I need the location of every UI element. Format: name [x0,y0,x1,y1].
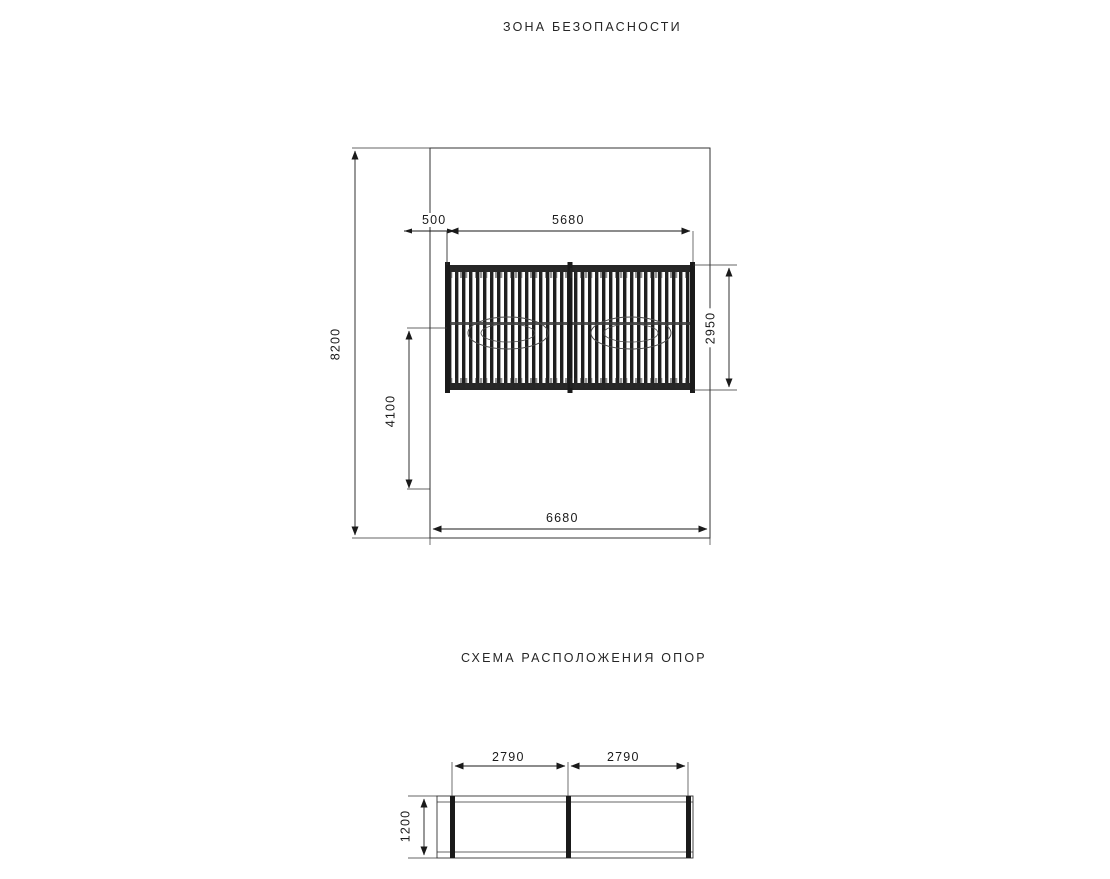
dim-span-right: 2790 [604,750,643,764]
dim-equipment-width: 5680 [549,213,588,227]
title-supports-layout: СХЕМА РАСПОЛОЖЕНИЯ ОПОР [461,651,707,665]
dim-depth: 1200 [398,807,412,846]
dim-zone-height-inner: 4100 [383,392,397,431]
supports-layout-plan [408,762,693,858]
equipment-body [445,262,695,393]
dim-total-height: 8200 [328,325,342,364]
dim-span-left: 2790 [489,750,528,764]
dim-offset-left: 500 [419,213,449,227]
safety-zone-plan [352,148,737,545]
dim-total-width: 6680 [543,511,582,525]
dim-equipment-height: 2950 [703,309,717,348]
title-safety-zone: ЗОНА БЕЗОПАСНОСТИ [503,20,682,34]
